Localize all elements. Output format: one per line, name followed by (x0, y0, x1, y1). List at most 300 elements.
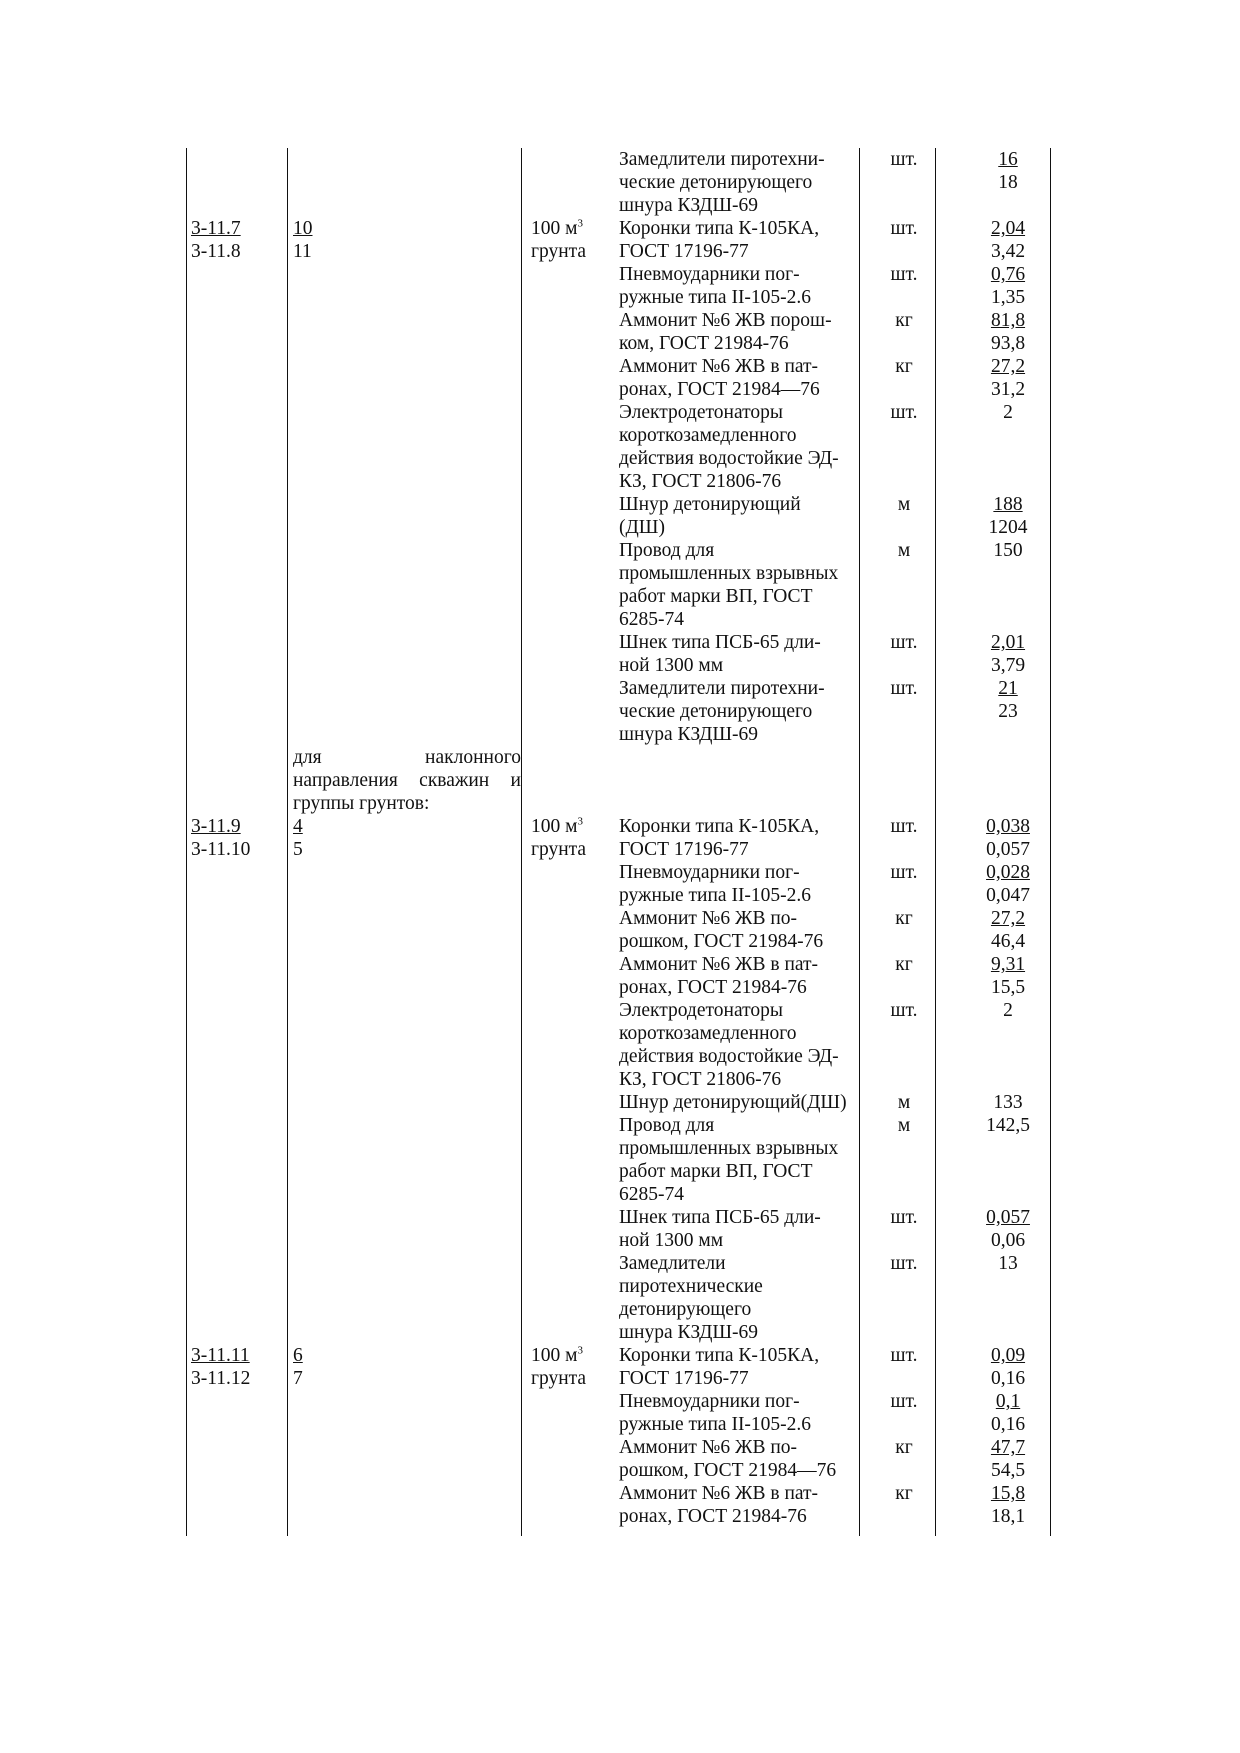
norm-value: 0,76 (990, 264, 1026, 285)
cell-measure (864, 999, 944, 1091)
resource-name-line: КЗ, ГОСТ 21806-76 (619, 1069, 782, 1090)
norm-value: 0,06 (990, 1230, 1026, 1251)
cell-unit (526, 1114, 614, 1206)
resource-name-line: Шнек типа ПСБ-65 дли- (619, 1207, 821, 1228)
cell-note (288, 1482, 526, 1528)
rate-code: 3-11.12 (191, 1368, 251, 1389)
resource-name-line: ронах, ГОСТ 21984—76 (619, 379, 820, 400)
resource-name-line: шнура КЗДШ-69 (619, 724, 759, 745)
cell-code (186, 815, 288, 861)
cell-norm-values (944, 1252, 1072, 1344)
resource-name-line: рошком, ГОСТ 21984-76 (619, 931, 824, 952)
cell-resource-name (614, 309, 864, 355)
measure-unit: шт. (890, 1345, 918, 1366)
norm-value: 54,5 (990, 1460, 1026, 1481)
norm-value: 15,5 (990, 977, 1026, 998)
cell-unit (526, 677, 614, 746)
resource-name-line: ческие детонирующего (619, 172, 813, 193)
soil-group: 5 (293, 839, 303, 860)
table-row (186, 493, 1072, 539)
measure-unit: шт. (890, 1391, 918, 1412)
table-row (186, 999, 1072, 1091)
cell-norm-values (944, 1206, 1072, 1252)
cell-measure (864, 953, 944, 999)
resource-name-line: ружные типа II-105-2.6 (619, 1414, 812, 1435)
norms-table-body (186, 148, 1072, 1528)
cell-code (186, 217, 288, 263)
cell-resource-name (614, 148, 864, 217)
cell-resource-name (614, 907, 864, 953)
resource-name-line: КЗ, ГОСТ 21806-76 (619, 471, 782, 492)
cell-unit (526, 1344, 614, 1390)
cell-measure (864, 1436, 944, 1482)
cell-unit (526, 355, 614, 401)
cell-norm-values (944, 217, 1072, 263)
cell-resource-name (614, 861, 864, 907)
norm-value: 188 (993, 494, 1023, 515)
cell-code (186, 746, 288, 815)
cell-unit (526, 1390, 614, 1436)
resource-name-line: промышленных взрывных (619, 1138, 839, 1159)
cell-measure (864, 355, 944, 401)
cell-norm-values (944, 1482, 1072, 1528)
cell-code (186, 1344, 288, 1390)
cell-norm-values (944, 746, 1072, 815)
cell-norm-values (944, 1390, 1072, 1436)
norm-value: 2 (1003, 1000, 1013, 1021)
table-row (186, 1091, 1072, 1114)
resource-name-line: Шнур детонирующий(ДШ) (619, 1092, 847, 1113)
resource-name-line: ружные типа II-105-2.6 (619, 885, 812, 906)
cell-note (288, 907, 526, 953)
resource-name-line: Замедлители пиротехни- (619, 149, 825, 170)
cell-unit (526, 493, 614, 539)
cell-code (186, 631, 288, 677)
cell-unit (526, 1482, 614, 1528)
cell-code (186, 1206, 288, 1252)
cell-measure (864, 907, 944, 953)
measure-unit: шт. (890, 1253, 918, 1274)
cell-norm-values (944, 539, 1072, 631)
cell-unit (526, 263, 614, 309)
cell-norm-values (944, 1436, 1072, 1482)
unit-value: 100 м (531, 1345, 578, 1366)
group-note: для наклонного направления скважин и группы грунтов: (293, 747, 521, 814)
resource-name-line: Аммонит №6 ЖВ в пат- (619, 1483, 819, 1504)
measure-unit: шт. (890, 149, 918, 170)
cell-unit (526, 815, 614, 861)
norm-value: 3,42 (990, 241, 1026, 262)
cell-code (186, 953, 288, 999)
cell-note (288, 401, 526, 493)
cell-resource-name (614, 217, 864, 263)
cell-note (288, 861, 526, 907)
cell-code (186, 1482, 288, 1528)
measure-unit: шт. (890, 218, 918, 239)
cell-resource-name (614, 746, 864, 815)
soil-group: 10 (293, 218, 313, 239)
norm-value: 3,79 (990, 655, 1026, 676)
unit-power: 3 (577, 815, 583, 828)
resource-name-line: Электродетонаторы (619, 1000, 783, 1021)
soil-group: 7 (293, 1368, 303, 1389)
cell-code (186, 677, 288, 746)
rate-code: 3-11.9 (191, 816, 241, 837)
resource-name-line: промышленных взрывных (619, 563, 839, 584)
measure-unit: м (897, 494, 911, 515)
resource-name-line: Коронки типа К-105КА, (619, 1345, 820, 1366)
resource-name-line: Шнур детонирующий (619, 494, 801, 515)
cell-resource-name (614, 263, 864, 309)
cell-resource-name (614, 1252, 864, 1344)
resource-name-line: Коронки типа К-105КА, (619, 218, 820, 239)
cell-note (288, 355, 526, 401)
cell-note (288, 539, 526, 631)
cell-norm-values (944, 355, 1072, 401)
rate-code: 3-11.10 (191, 839, 251, 860)
cell-note (288, 1206, 526, 1252)
cell-note (288, 1114, 526, 1206)
measure-unit: шт. (890, 678, 918, 699)
norm-value: 0,028 (986, 862, 1030, 883)
cell-resource-name (614, 401, 864, 493)
resource-name-line: Пневмоударники пог- (619, 862, 800, 883)
table-row (186, 148, 1072, 217)
rate-code: 3-11.8 (191, 241, 241, 262)
norm-value: 13 (998, 1253, 1018, 1274)
measure-unit: кг (895, 1483, 913, 1504)
resource-name-line: действия водостойкие ЭД- (619, 448, 839, 469)
cell-norm-values (944, 148, 1072, 217)
cell-unit (526, 953, 614, 999)
cell-measure (864, 815, 944, 861)
cell-unit (526, 907, 614, 953)
cell-note (288, 493, 526, 539)
cell-code (186, 401, 288, 493)
table-row (186, 1114, 1072, 1206)
cell-note (288, 1436, 526, 1482)
measure-unit: шт. (890, 1000, 918, 1021)
cell-resource-name (614, 1390, 864, 1436)
norm-value: 133 (993, 1092, 1023, 1113)
norm-value: 18,1 (990, 1506, 1026, 1527)
norm-value: 142,5 (986, 1115, 1030, 1136)
cell-measure (864, 401, 944, 493)
norm-value: 0,057 (986, 1207, 1030, 1228)
cell-note (288, 263, 526, 309)
norm-value: 16 (998, 149, 1018, 170)
resource-name-line: ной 1300 мм (619, 655, 724, 676)
resource-name-line: ческие детонирующего (619, 701, 813, 722)
resource-name-line: ГОСТ 17196-77 (619, 839, 749, 860)
cell-norm-values (944, 631, 1072, 677)
norm-value: 81,8 (990, 310, 1026, 331)
cell-measure (864, 539, 944, 631)
cell-unit (526, 217, 614, 263)
cell-code (186, 861, 288, 907)
norm-value: 31,2 (990, 379, 1026, 400)
cell-resource-name (614, 493, 864, 539)
measure-unit: кг (895, 310, 913, 331)
table-row (186, 217, 1072, 263)
table-row (186, 953, 1072, 999)
resource-name-line: пиротехнические (619, 1276, 763, 1297)
resource-name-line: Аммонит №6 ЖВ по- (619, 1437, 798, 1458)
cell-code (186, 148, 288, 217)
cell-unit (526, 539, 614, 631)
resource-name-line: Замедлители (619, 1253, 726, 1274)
cell-norm-values (944, 263, 1072, 309)
table-row (186, 1344, 1072, 1390)
resource-name-line: работ марки ВП, ГОСТ (619, 586, 813, 607)
cell-resource-name (614, 953, 864, 999)
rate-code: 3-11.7 (191, 218, 241, 239)
cell-measure (864, 677, 944, 746)
resource-name-line: 6285-74 (619, 609, 684, 630)
norm-value: 47,7 (990, 1437, 1026, 1458)
unit-line (531, 217, 609, 240)
measure-unit: кг (895, 908, 913, 929)
cell-unit (526, 148, 614, 217)
cell-unit (526, 631, 614, 677)
table-row (186, 1206, 1072, 1252)
cell-resource-name (614, 631, 864, 677)
cell-code (186, 263, 288, 309)
cell-norm-values (944, 953, 1072, 999)
norm-value: 9,31 (990, 954, 1026, 975)
cell-unit (526, 1436, 614, 1482)
soil-group: 6 (293, 1345, 303, 1366)
measure-unit: шт. (890, 1207, 918, 1228)
cell-unit (526, 1091, 614, 1114)
norm-value: 1,35 (990, 287, 1026, 308)
cell-measure (864, 263, 944, 309)
cell-measure (864, 861, 944, 907)
cell-resource-name (614, 1344, 864, 1390)
cell-resource-name (614, 1206, 864, 1252)
table-row (186, 539, 1072, 631)
table-row (186, 1252, 1072, 1344)
resource-name-line: 6285-74 (619, 1184, 684, 1205)
cell-note (288, 217, 526, 263)
cell-measure (864, 1114, 944, 1206)
cell-resource-name (614, 1436, 864, 1482)
resource-name-line: ружные типа II-105-2.6 (619, 287, 812, 308)
soil-group: 11 (293, 241, 312, 262)
cell-measure (864, 148, 944, 217)
cell-measure (864, 746, 944, 815)
cell-code (186, 1252, 288, 1344)
table-row (186, 1482, 1072, 1528)
cell-measure (864, 1206, 944, 1252)
table-row (186, 309, 1072, 355)
cell-unit (526, 999, 614, 1091)
table-row (186, 815, 1072, 861)
resource-name-line: короткозамедленного (619, 1023, 797, 1044)
cell-note (288, 953, 526, 999)
cell-measure (864, 309, 944, 355)
cell-measure (864, 1390, 944, 1436)
cell-resource-name (614, 539, 864, 631)
table-row (186, 263, 1072, 309)
resource-name-line: шнура КЗДШ-69 (619, 195, 759, 216)
cell-measure (864, 1252, 944, 1344)
cell-norm-values (944, 493, 1072, 539)
resource-norms-table (186, 148, 1072, 1528)
cell-code (186, 1436, 288, 1482)
measure-unit: шт. (890, 862, 918, 883)
resource-name-line: ной 1300 мм (619, 1230, 724, 1251)
cell-code (186, 493, 288, 539)
unit-line (531, 815, 609, 838)
resource-name-line: ГОСТ 17196-77 (619, 1368, 749, 1389)
measure-unit: шт. (890, 264, 918, 285)
measure-unit: кг (895, 954, 913, 975)
unit-power: 3 (577, 1344, 583, 1357)
cell-norm-values (944, 999, 1072, 1091)
cell-measure (864, 217, 944, 263)
resource-name-line: работ марки ВП, ГОСТ (619, 1161, 813, 1182)
resource-name-line: Аммонит №6 ЖВ по- (619, 908, 798, 929)
cell-norm-values (944, 1114, 1072, 1206)
cell-code (186, 999, 288, 1091)
cell-norm-values (944, 677, 1072, 746)
cell-note (288, 999, 526, 1091)
cell-note (288, 309, 526, 355)
cell-note (288, 1390, 526, 1436)
norm-value: 18 (998, 172, 1018, 193)
norm-value: 2,01 (990, 632, 1026, 653)
cell-note (288, 1344, 526, 1390)
measure-unit: м (897, 540, 911, 561)
norm-value: 27,2 (990, 908, 1026, 929)
table-row (186, 861, 1072, 907)
table-row (186, 746, 1072, 815)
norm-value: 46,4 (990, 931, 1026, 952)
norm-value: 0,038 (986, 816, 1030, 837)
cell-resource-name (614, 1114, 864, 1206)
cell-norm-values (944, 1344, 1072, 1390)
cell-unit (526, 401, 614, 493)
norm-value: 21 (998, 678, 1018, 699)
norm-value: 1204 (988, 517, 1028, 538)
cell-resource-name (614, 999, 864, 1091)
cell-measure (864, 1482, 944, 1528)
resource-name-line: Аммонит №6 ЖВ в пат- (619, 954, 819, 975)
norm-value: 0,16 (990, 1414, 1026, 1435)
cell-code (186, 1114, 288, 1206)
norm-value: 2,04 (990, 218, 1026, 239)
measure-unit: шт. (890, 816, 918, 837)
cell-code (186, 539, 288, 631)
measure-unit: кг (895, 356, 913, 377)
resource-name-line: короткозамедленного (619, 425, 797, 446)
resource-name-line: Пневмоударники пог- (619, 264, 800, 285)
resource-name-line: ком, ГОСТ 21984-76 (619, 333, 789, 354)
resource-name-line: ронах, ГОСТ 21984-76 (619, 977, 807, 998)
unit-per: грунта (531, 839, 587, 860)
cell-norm-values (944, 815, 1072, 861)
resource-name-line: Электродетонаторы (619, 402, 783, 423)
table-row (186, 401, 1072, 493)
cell-measure (864, 631, 944, 677)
cell-note (288, 1091, 526, 1114)
cell-resource-name (614, 1482, 864, 1528)
norm-value: 2 (1003, 402, 1013, 423)
norm-value: 150 (993, 540, 1023, 561)
table-row (186, 355, 1072, 401)
resource-name-line: Аммонит №6 ЖВ в пат- (619, 356, 819, 377)
cell-code (186, 1091, 288, 1114)
cell-measure (864, 1091, 944, 1114)
norm-value: 0,047 (986, 885, 1030, 906)
cell-resource-name (614, 677, 864, 746)
cell-unit (526, 1206, 614, 1252)
norm-value: 0,16 (990, 1368, 1026, 1389)
unit-value: 100 м (531, 816, 578, 837)
resource-name-line: рошком, ГОСТ 21984—76 (619, 1460, 837, 1481)
norm-value: 93,8 (990, 333, 1026, 354)
cell-norm-values (944, 1091, 1072, 1114)
cell-norm-values (944, 907, 1072, 953)
resource-name-line: (ДШ) (619, 517, 665, 538)
cell-norm-values (944, 401, 1072, 493)
resource-name-line: Замедлители пиротехни- (619, 678, 825, 699)
resource-name-line: детонирующего (619, 1299, 752, 1320)
norm-value: 0,09 (990, 1345, 1026, 1366)
measure-unit: м (897, 1115, 911, 1136)
resource-name-line: ронах, ГОСТ 21984-76 (619, 1506, 807, 1527)
norm-value: 27,2 (990, 356, 1026, 377)
cell-measure (864, 493, 944, 539)
resource-name-line: ГОСТ 17196-77 (619, 241, 749, 262)
unit-value: 100 м (531, 218, 578, 239)
measure-unit: м (897, 1092, 911, 1113)
cell-note (288, 631, 526, 677)
cell-unit (526, 309, 614, 355)
unit-power: 3 (577, 217, 583, 230)
soil-group: 4 (293, 816, 303, 837)
cell-code (186, 309, 288, 355)
table-row (186, 631, 1072, 677)
resource-name-line: Аммонит №6 ЖВ порош- (619, 310, 832, 331)
measure-unit: кг (895, 1437, 913, 1458)
cell-note (288, 815, 526, 861)
table-row (186, 1436, 1072, 1482)
cell-note (288, 677, 526, 746)
cell-code (186, 1390, 288, 1436)
measure-unit: шт. (890, 402, 918, 423)
resource-name-line: Провод для (619, 1115, 715, 1136)
cell-unit (526, 746, 614, 815)
cell-measure (864, 1344, 944, 1390)
cell-note (288, 746, 526, 815)
cell-code (186, 355, 288, 401)
unit-per: грунта (531, 1368, 587, 1389)
cell-unit (526, 861, 614, 907)
cell-resource-name (614, 1091, 864, 1114)
resource-name-line: шнура КЗДШ-69 (619, 1322, 759, 1343)
cell-note (288, 148, 526, 217)
resource-name-line: действия водостойкие ЭД- (619, 1046, 839, 1067)
norm-value: 23 (998, 701, 1018, 722)
measure-unit: шт. (890, 632, 918, 653)
table-row (186, 907, 1072, 953)
norm-value: 0,1 (995, 1391, 1021, 1412)
unit-per: грунта (531, 241, 587, 262)
cell-resource-name (614, 815, 864, 861)
resource-name-line: Пневмоударники пог- (619, 1391, 800, 1412)
